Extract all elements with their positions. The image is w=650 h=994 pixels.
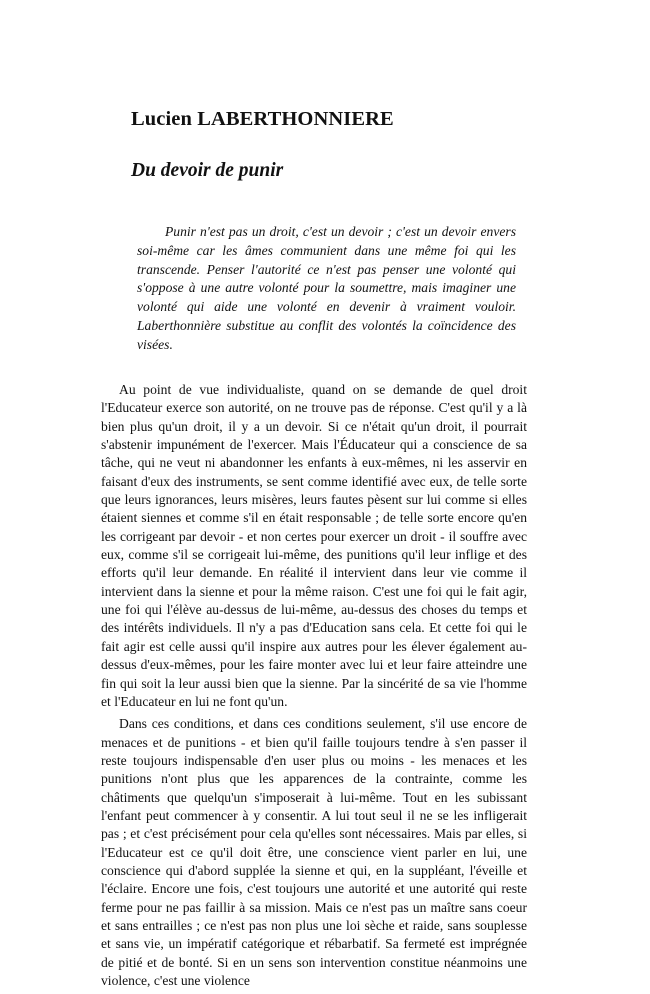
essay-title: Du devoir de punir: [131, 160, 284, 181]
paragraph-2: Dans ces conditions, et dans ces conditions seulement, s'il use encore de menaces et de punitions - et bien qu'il faille toujours tendre à s'en passer il reste toujours indispensable d'en user plus ou moins - les menaces et les punitions n'ont plus que les apparences de la contrainte, comme les châtiments que quelqu'un s'imposerait à lui-même. Tout en les subissant l'enfant peut commencer à y consentir. A lui tout seul il ne se les infligerait pas ; et c'est précisément pour cela qu'elles sont nécessaires. Mais par elles, si l'Educateur est ce qu'il doit être, une conscience vient parler en lui, une conscience qui d'abord supplée la sienne et qui, en la suppléant, l'éveille et l'éclaire. Encore une fois, c'est toujours une autorité et une autorité qui reste ferme pour ne pas faillir à sa mission. Mais ce n'est pas un maître sans coeur et sans entrailles ; ce n'est pas non plus une loi sèche et raide, sans souplesse et sans vie, un impératif catégorique et rébarbatif. Sa fermeté est imprégnée de pitié et de bonté. Si en un sens son intervention constitue néanmoins une violence, c'est une violence: [101, 716, 527, 988]
abstract: Punir n'est pas un droit, c'est un devoir ; c'est un devoir envers soi-même car les âmes communient dans une même foi qui les transcende. Penser l'autorité ce n'est pas penser une volonté qui s'oppose à une autre volonté pour la soumettre, mais imaginer une volonté qui aide une volonté en devenir à vraiment vouloir. Laberthonnière substitue au conflit des volontés la coïncidence des visées.: [137, 224, 516, 352]
paragraph-1: Au point de vue individualiste, quand on se demande de quel droit l'Educateur exerce son autorité, on ne trouve pas de réponse. C'est qu'il y a là bien plus qu'un droit, il y a un devoir. Si ce n'était qu'un droit, il pourrait s'abstenir impunément de l'exercer. Mais l'Éducateur qui a conscience de sa tâche, qui ne veut ni abandonner les enfants à eux-mêmes, ni les asservir en faisant d'eux des instruments, se sent comme identifié avec eux, de telle sorte que leurs ignorances, leurs misères, leurs fautes pèsent sur lui comme si elles étaient siennes et comme s'il en était responsable ; de telle sorte encore qu'en les corrigeant par devoir - et non certes pour exercer un droit - il souffre avec eux, comme s'il se corrigeait lui-même, des punitions qu'il leur inflige et des efforts qu'il leur demande. En réalité il intervient dans leur vie comme il intervient dans la sienne et pour la même raison. C'est une foi qui le fait agir, une foi qui l'élève au-dessus de lui-même, au-dessus des choses du temps et des intérêts individuels. Il n'y a pas d'Education sans cela. Et cette foi qui le fait agir est celle aussi qu'il inspire aux autres pour les élever également au-dessus d'eux-mêmes, pour les faire monter avec lui et leur faire atteindre une fin qui soit la leur aussi bien que la sienne. Par la sincérité de sa vie l'homme et l'Educateur en lui ne font qu'un.: [101, 382, 527, 709]
body-text: [101, 381, 527, 994]
author-name: Lucien LABERTHONNIERE: [131, 108, 394, 130]
